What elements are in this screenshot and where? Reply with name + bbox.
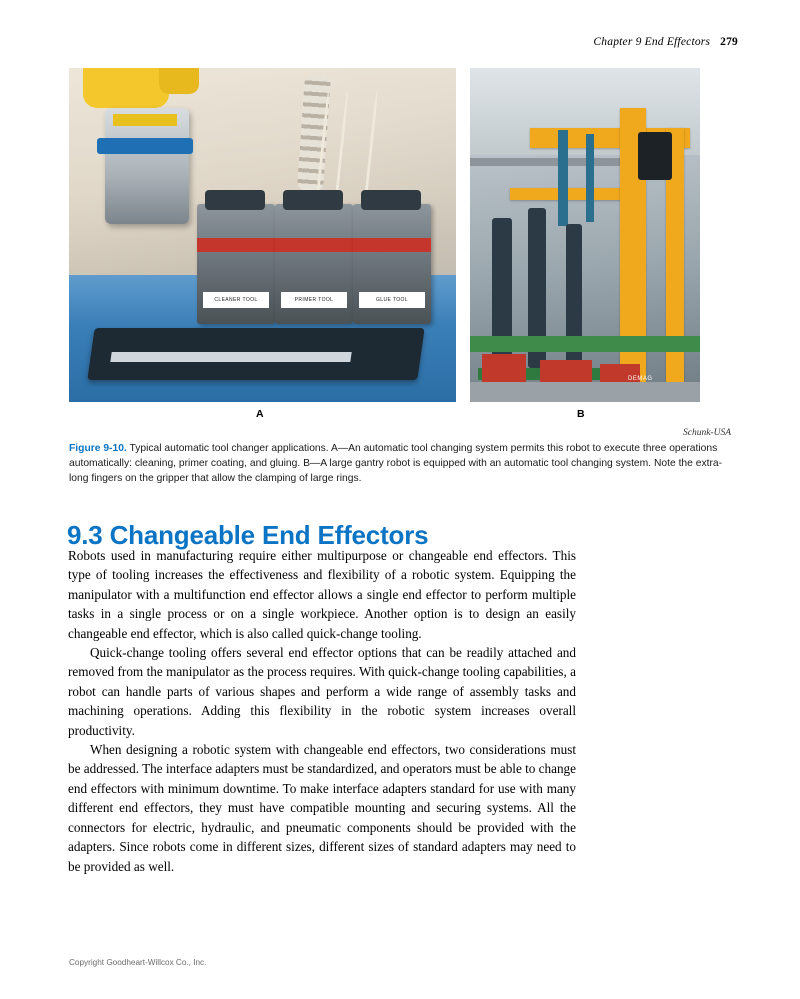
figure-images [69, 68, 731, 402]
photo-b-workpiece [482, 354, 526, 382]
figure-block [69, 68, 731, 426]
section-heading: 9.3 Changeable End Effectors [67, 519, 429, 550]
figure-letter-b: B [577, 408, 585, 420]
photo-a-tray-strip [110, 352, 351, 362]
photo-b-green-rail [470, 336, 700, 352]
photo-b-floor [470, 382, 700, 402]
photo-b-cylinder [586, 134, 594, 222]
figure-caption [69, 441, 731, 486]
figure-letters [69, 408, 731, 426]
photo-a-wrist-marker [113, 114, 177, 126]
photo-a-tool-cap [283, 190, 343, 210]
photo-a-lamp [83, 68, 169, 108]
figure-caption-text: Typical automatic tool changer applications. A—An automatic tool changing system permits this robot to execute three operations automatically: cleaning, primer coating, and gluing. B—A large gantry robot is equipped with an automatic tool changing system. Note the extra-long fingers on the gripper that allow the clamping of large rings. [69, 443, 723, 484]
photo-a-robot-wrist [105, 108, 189, 224]
photo-a-tool-label: PRIMER TOOL [281, 292, 347, 308]
body-paragraph-1: Robots used in manufacturing require either multipurpose or changeable end effectors. This type of tooling increases the effectiveness and flexibility of a robotic system. Equipping the manipulator with a multifunction end effector allows a single end effector to perform multiple tasks in a single process or on a single workpiece. Another option is to design an easily changeable end effector, which is also called quick-change tooling. [68, 548, 576, 641]
figure-photo-b [470, 68, 700, 402]
photo-b-control-box [638, 132, 672, 180]
body-paragraph-2: Quick-change tooling offers several end effector options that can be readily attached and removed from the manipulator as the process requires. With quick-change tooling capabilities, a robot can handle parts of various shapes and perform a wide range of assembly tasks and machining operations. Adding this flexibility in the robotic system increases overall productivity. [68, 645, 576, 738]
photo-b-workpiece [540, 360, 592, 384]
photo-b-brand-label: DEMAG [628, 376, 653, 382]
figure-photo-a [69, 68, 456, 402]
photo-a-tool-station [275, 204, 353, 324]
photo-b-gantry-beam [510, 188, 630, 200]
photo-a-tool-station [353, 204, 431, 324]
photo-a-tool-label: CLEANER TOOL [203, 292, 269, 308]
photo-a-tool-cap [361, 190, 421, 210]
running-head-chapter: Chapter 9 End Effectors [593, 36, 711, 48]
photo-b-cylinder [558, 130, 568, 226]
photo-a-tool-cap [205, 190, 265, 210]
body-paragraph-3: When designing a robotic system with changeable end effectors, two considerations must be addressed. The interface adapters must be standardized, and operators must be able to change end effectors with minimum downtime. To make interface adapters standard for use with many different end effectors, they must have compatible mounting and securing systems. All the connectors for electric, hydraulic, and pneumatic components should be provided with the adapters. Since robots come in different sizes, different sizes of standard adapters may need to be provided as well. [68, 742, 577, 874]
photo-a-tool-band [197, 238, 275, 252]
photo-a-tool-band [353, 238, 431, 252]
photo-a-tool-station [197, 204, 275, 324]
photo-a-tool-changer [97, 138, 193, 154]
running-head [593, 36, 738, 48]
body-copy [68, 546, 576, 876]
photo-a-tool-band [275, 238, 353, 252]
photo-b-rail [470, 158, 630, 166]
footer-copyright: Copyright Goodheart-Willcox Co., Inc. [69, 958, 207, 967]
photo-a-tool-label: GLUE TOOL [359, 292, 425, 308]
page-number: 279 [720, 36, 738, 48]
figure-caption-label: Figure 9-10. [69, 443, 127, 454]
figure-letter-a: A [256, 408, 264, 420]
photo-a-lamp-secondary [159, 68, 199, 94]
figure-credit: Schunk-USA [682, 428, 731, 438]
